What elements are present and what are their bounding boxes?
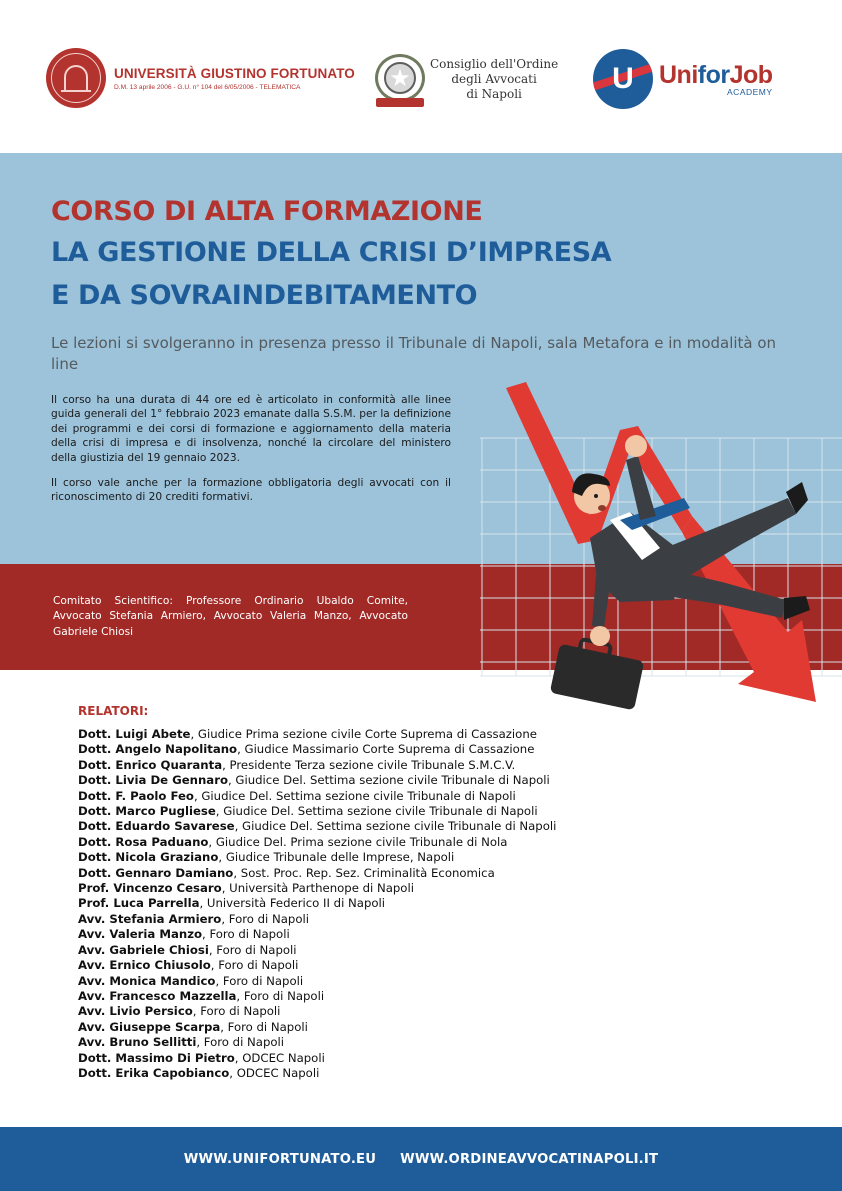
speakers-list <box>78 727 556 1081</box>
course-description <box>51 393 451 505</box>
page-title-line3: E DA SOVRAINDEBITAMENTO <box>51 280 478 311</box>
coa-line2: degli Avvocati <box>451 71 537 86</box>
list-item: Prof. Luca Parrella, Università Federico II di Napoli <box>78 896 386 911</box>
unifortunato-website-link[interactable]: WWW.UNIFORTUNATO.EU <box>183 1151 377 1167</box>
intro-paragraph-2: Il corso vale anche per la formazione obbligatoria degli avvocati con il riconoscimento di 20 crediti formativi. <box>51 477 451 504</box>
list-item: Dott. Nicola Graziano, Giudice Tribunale delle Imprese, Napoli <box>78 850 455 865</box>
list-item: Dott. Marco Pugliese, Giudice Del. Settima sezione civile Tribunale di Napoli <box>78 804 538 819</box>
unifortunato-name: UNIVERSITÀ GIUSTINO FORTUNATO <box>114 65 355 81</box>
briefcase-icon <box>550 639 645 710</box>
list-item: Dott. Massimo Di Pietro, ODCEC Napoli <box>78 1050 325 1065</box>
coa-name <box>430 57 558 102</box>
uniforjob-globe-icon: U <box>593 49 653 109</box>
footer <box>0 1127 842 1191</box>
list-item: Dott. Luigi Abete, Giudice Prima sezione civile Corte Suprema di Cassazione <box>78 727 537 741</box>
falling-businessman-illustration <box>470 370 842 710</box>
list-item: Prof. Vincenzo Cesaro, Università Parthenope di Napoli <box>78 881 414 896</box>
uniforjob-logo <box>593 49 773 109</box>
list-item: Avv. Monica Mandico, Foro di Napoli <box>78 973 304 988</box>
university-seal-icon <box>46 48 106 108</box>
list-item: Avv. Livio Persico, Foro di Napoli <box>78 1004 281 1019</box>
list-item: Avv. Giuseppe Scarpa, Foro di Napoli <box>78 1019 308 1034</box>
uniforjob-subtitle: ACADEMY <box>727 86 773 97</box>
page-title-line1: CORSO DI ALTA FORMAZIONE <box>51 196 483 227</box>
unifortunato-logo <box>46 48 355 108</box>
scientific-committee: Comitato Scientifico: Professore Ordinario Ubaldo Comite, Avvocato Stefania Armiero, Avvocato Valeria Manzo, Avvocato Gabriele Chiosi <box>53 595 408 638</box>
list-item: Dott. Erika Capobianco, ODCEC Napoli <box>78 1065 320 1080</box>
list-item: Dott. Enrico Quaranta, Presidente Terza sezione civile Tribunale S.M.C.V. <box>78 757 516 772</box>
coa-line1: Consiglio dell'Ordine <box>430 56 559 71</box>
list-item: Avv. Stefania Armiero, Foro di Napoli <box>78 911 309 926</box>
header <box>0 0 842 153</box>
coa-line3: di Napoli <box>466 86 522 101</box>
uniforjob-name: UniforJob <box>659 60 773 89</box>
list-item: Dott. F. Paolo Feo, Giudice Del. Settima sezione civile Tribunale di Napoli <box>78 788 516 803</box>
list-item: Avv. Ernico Chiusolo, Foro di Napoli <box>78 958 299 973</box>
list-item: Avv. Valeria Manzo, Foro di Napoli <box>78 927 290 942</box>
ordine-avvocati-website-link[interactable]: WWW.ORDINEAVVOCATINAPOLI.IT <box>400 1151 659 1167</box>
list-item: Dott. Gennaro Damiano, Sost. Proc. Rep. Sez. Criminalità Economica <box>78 865 495 880</box>
list-item: Avv. Bruno Sellitti, Foro di Napoli <box>78 1035 285 1050</box>
intro-paragraph-1: Il corso ha una durata di 44 ore ed è articolato in conformità alle linee guida generali del 1° febbraio 2023 emanate dalla S.S.M. per la definizione dei programmi e dei corsi di formazione e aggiornamento della materia della crisi di impresa e di insolvenza, nonché la circolare del ministero della giustizia del 19 gennaio 2023. <box>51 394 451 464</box>
coa-logo <box>372 48 558 110</box>
list-item: Avv. Francesco Mazzella, Foro di Napoli <box>78 988 325 1003</box>
list-item: Dott. Rosa Paduano, Giudice Del. Prima sezione civile Tribunale di Nola <box>78 834 508 849</box>
italian-republic-emblem-icon: ★ <box>372 48 428 110</box>
speakers-heading: RELATORI: <box>78 704 149 718</box>
unifortunato-subtitle: D.M. 13 aprile 2006 - G.U. n° 104 del 6/05/2006 - TELEMATICA <box>114 83 301 91</box>
list-item: Dott. Livia De Gennaro, Giudice Del. Settima sezione civile Tribunale di Napoli <box>78 773 550 788</box>
list-item: Dott. Angelo Napolitano, Giudice Massimario Corte Suprema di Cassazione <box>78 742 535 757</box>
page-subtitle: Le lezioni si svolgeranno in presenza presso il Tribunale di Napoli, sala Metafora e in modalità on line <box>51 334 777 373</box>
page-title-line2: LA GESTIONE DELLA CRISI D’IMPRESA <box>51 237 612 268</box>
list-item: Dott. Eduardo Savarese, Giudice Del. Settima sezione civile Tribunale di Napoli <box>78 819 557 834</box>
list-item: Avv. Gabriele Chiosi, Foro di Napoli <box>78 942 297 957</box>
